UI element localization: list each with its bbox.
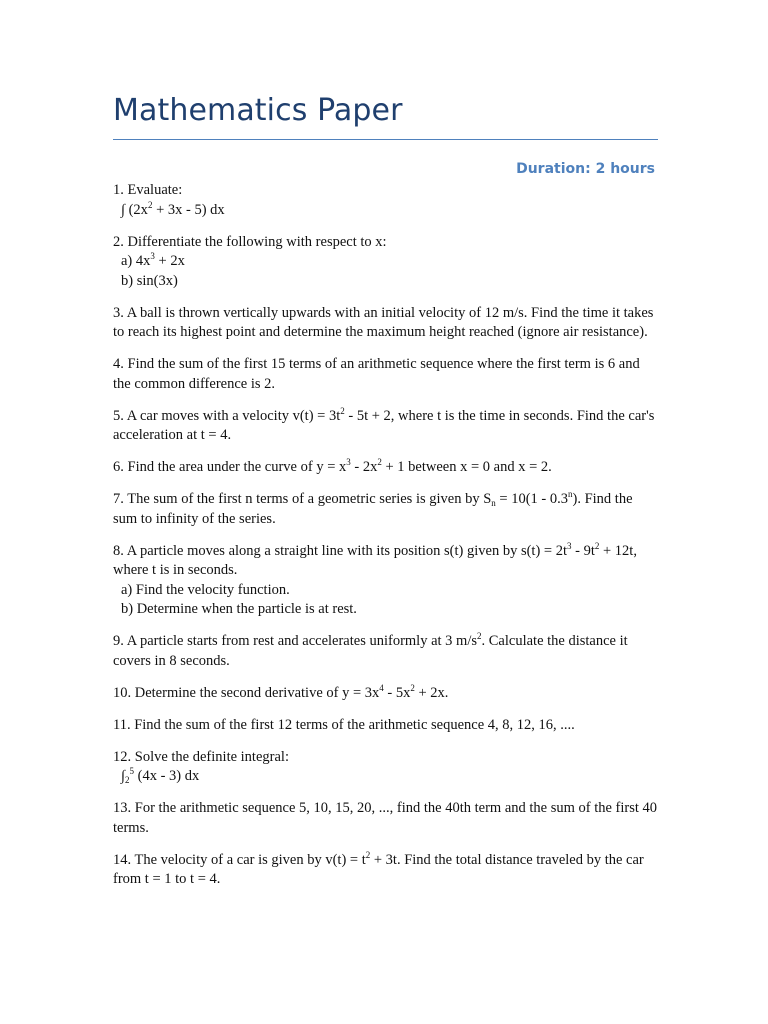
question-text: 4. Find the sum of the first 15 terms of an arithmetic sequence where the first term is 6 and the common difference is 2.: [113, 356, 640, 392]
question-item: [113, 233, 658, 292]
question-subpart: ∫ $(2x^2 + 3x - 5)$ dx: [121, 199, 225, 218]
question-subpart: b) Determine when the particle is at rest.: [121, 601, 357, 617]
question-item: [113, 632, 658, 671]
question-text: 2. Differentiate the following with respect to x:: [113, 233, 387, 250]
question-text: 9. A particle starts from rest and accelerates uniformly at 3 $m/s^2$. Calculate the distance it covers in 8 seconds.: [113, 631, 628, 669]
question-subpart: b) sin(3x): [121, 272, 178, 289]
question-item: [113, 716, 658, 736]
question-subpart: a) $4x^3 + 2x$: [121, 251, 185, 269]
question-text: 1. Evaluate:: [113, 182, 183, 198]
question-subpart: a) Find the velocity function.: [121, 581, 290, 598]
question-text: 11. Find the sum of the first 12 terms of the arithmetic sequence 4, 8, 12, 16, ....: [113, 716, 575, 733]
question-item: [113, 458, 658, 478]
question-text: 12. Solve the definite integral:: [113, 748, 289, 765]
question-item: [113, 304, 658, 343]
question-subpart: $\int_2^5$ (4x - 3) dx: [121, 766, 200, 785]
question-text: 8. A particle moves along a straight line with its position s(t) given by $s(t) = 2t^3 - 9t^2 + 12t$, where t is in seconds.: [113, 540, 637, 578]
question-text: 5. A car moves with a velocity $v(t) = 3t^2 - 5t + 2$, where t is the time in seconds. Find the car's acceleration at t = 4.: [113, 405, 655, 443]
question-text: 6. Find the area under the curve of $y = x^3 - 2x^2 + 1$ between x = 0 and x = 2.: [113, 457, 552, 475]
question-text: 14. The velocity of a car is given by $v(t) = t^2 + 3t$. Find the total distance traveled by the car from t = 1 to t = 4.: [113, 849, 644, 887]
question-item: [113, 684, 658, 704]
question-item: [113, 490, 658, 529]
question-text: 3. A ball is thrown vertically upwards with an initial velocity of 12 m/s. Find the time it takes to reach its highest point and determine the maximum height reached (ignore air resistance).: [113, 304, 654, 340]
question-item: [113, 355, 658, 394]
question-item: [113, 181, 658, 220]
question-text: 10. Determine the second derivative of $y = 3x^4 - 5x^2 + 2x$.: [113, 682, 449, 701]
question-list: [113, 181, 658, 902]
question-item: [113, 851, 658, 890]
question-item: [113, 799, 658, 838]
question-item: [113, 748, 658, 787]
question-text: 7. The sum of the first n terms of a geometric series is given by $S_n = 10(1 - 0.3^n)$. Find the sum to infinity of the series.: [113, 489, 633, 527]
page-title: Mathematics Paper: [113, 93, 403, 128]
question-item: [113, 407, 658, 446]
duration-label: Duration: 2 hours: [516, 161, 655, 177]
question-text: 13. For the arithmetic sequence 5, 10, 15, 20, ..., find the 40th term and the sum of the first 40 terms.: [113, 800, 658, 836]
title-divider: [113, 139, 658, 140]
question-item: [113, 542, 658, 620]
